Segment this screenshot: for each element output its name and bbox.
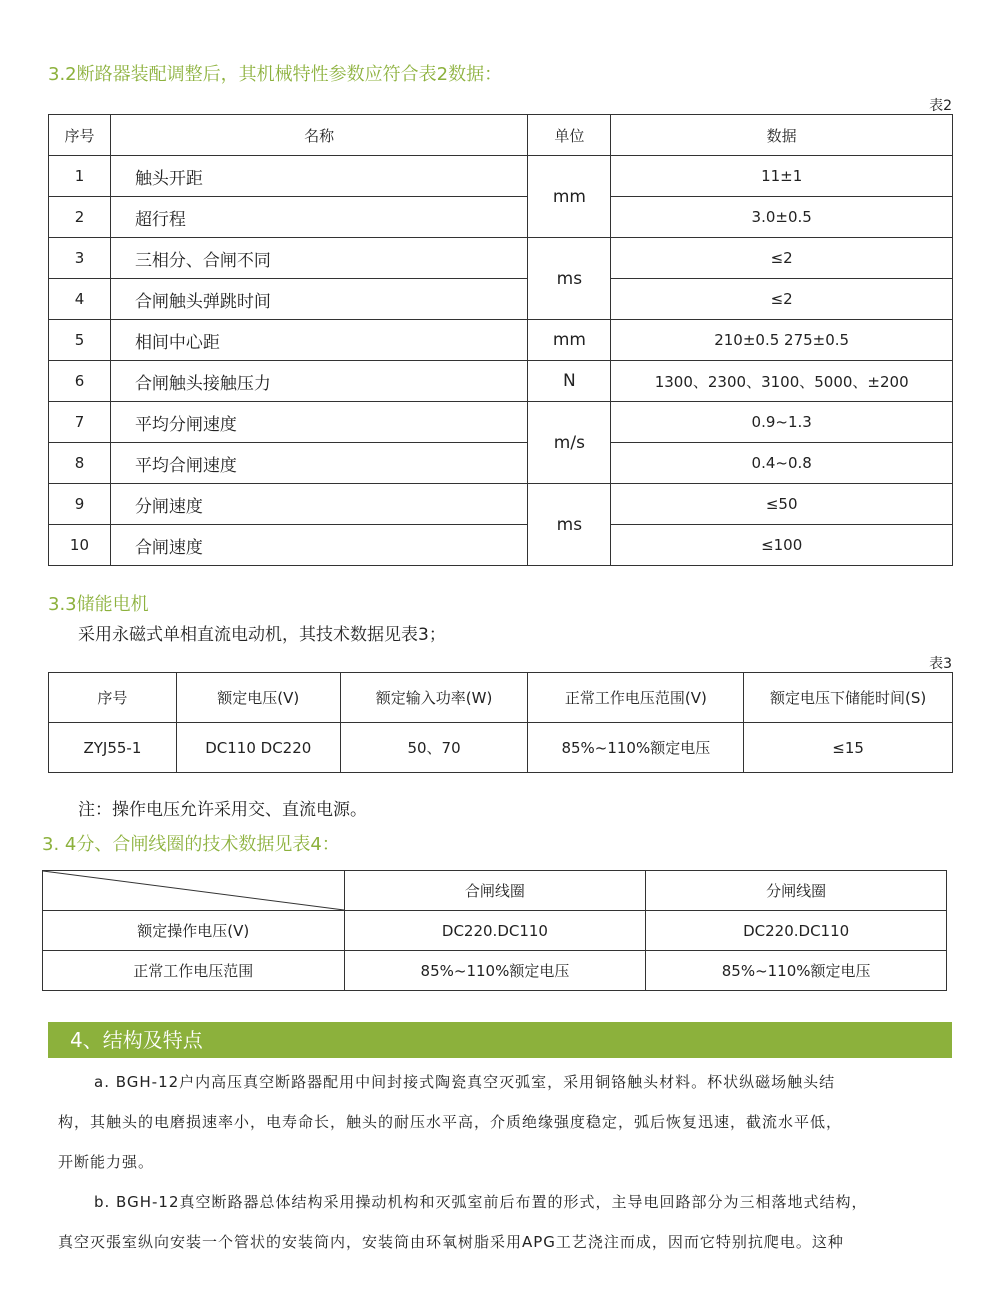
table-row	[49, 723, 953, 773]
unit-cell: ms	[528, 484, 611, 566]
row-number: 9	[49, 484, 111, 525]
table4-row-label: 正常工作电压范围	[43, 951, 345, 991]
paragraph-line: 真空灭張室纵向安装一个管状的安装筒内，安装筒由环氧树脂采用APG工艺浇注而成，因而它特别抗爬电。这种	[58, 1233, 844, 1251]
table-row	[43, 951, 947, 991]
table3-header-cell: 额定电压下储能时间(S)	[744, 673, 953, 723]
value-cell: 11±1	[611, 156, 953, 197]
param-name: 相间中心距	[110, 320, 527, 361]
row-number: 5	[49, 320, 111, 361]
table-4-wrap	[42, 870, 947, 990]
section-3-4-heading: 3. 4分、合闸线圈的技术数据见表4：	[42, 834, 340, 855]
row-number: 4	[49, 279, 111, 320]
value-cell: ≤2	[611, 238, 953, 279]
unit-cell: m/s	[528, 402, 611, 484]
table4-cell: DC220.DC110	[646, 911, 947, 951]
table-3	[48, 672, 953, 773]
value-cell: 1300、2300、3100、5000、±200	[611, 361, 953, 402]
table4-header-cell: 合闸线圈	[344, 871, 646, 911]
table4-diagonal-line	[42, 870, 345, 911]
table-row	[49, 525, 953, 566]
unit-cell: mm	[528, 156, 611, 238]
table4-row-label: 额定操作电压(V)	[43, 911, 345, 951]
row-number: 7	[49, 402, 111, 443]
paragraph-line: b. BGH-12真空断路器总体结构采用操动机构和灭弧室前后布置的形式，主导电回路部分为三相落地式结构，	[94, 1193, 868, 1211]
table3-label: 表3	[929, 656, 952, 672]
table-row	[49, 443, 953, 484]
value-cell: ≤100	[611, 525, 953, 566]
value-cell: 0.4~0.8	[611, 443, 953, 484]
param-name: 合闸触头接触压力	[110, 361, 527, 402]
paragraph-line: 开断能力强。	[58, 1153, 155, 1171]
table-row	[49, 197, 953, 238]
param-name: 平均分闸速度	[110, 402, 527, 443]
row-number: 2	[49, 197, 111, 238]
param-name: 平均合闸速度	[110, 443, 527, 484]
table3-cell: DC110 DC220	[176, 723, 340, 773]
table-row	[49, 238, 953, 279]
table2-header-cell: 数据	[611, 115, 953, 156]
value-cell: 0.9~1.3	[611, 402, 953, 443]
table2-header-row	[49, 115, 953, 156]
table2-header-cell: 单位	[528, 115, 611, 156]
table2-header-cell: 名称	[110, 115, 527, 156]
table-row	[49, 361, 953, 402]
unit-cell: mm	[528, 320, 611, 361]
unit-cell: N	[528, 361, 611, 402]
table-row	[49, 156, 953, 197]
table4-cell: 85%~110%额定电压	[646, 951, 947, 991]
value-cell: ≤50	[611, 484, 953, 525]
table2-header-cell: 序号	[49, 115, 111, 156]
table-row	[49, 402, 953, 443]
row-number: 8	[49, 443, 111, 484]
row-number: 1	[49, 156, 111, 197]
section-4-heading: 4、结构及特点	[70, 1028, 203, 1052]
section-3-3-text: 采用永磁式单相直流电动机，其技术数据见表3；	[78, 625, 446, 645]
table-row	[43, 911, 947, 951]
table-row	[49, 484, 953, 525]
param-name: 三相分、合闸不同	[110, 238, 527, 279]
table2-label: 表2	[929, 98, 952, 114]
table3-cell: ≤15	[744, 723, 953, 773]
table-row	[49, 279, 953, 320]
paragraph-line: 构，其触头的电磨损速率小，电寿命长，触头的耐压水平高，介质绝缘强度稳定，弧后恢复迅速，截流水平低，	[58, 1113, 843, 1131]
table3-cell: ZYJ55-1	[49, 723, 177, 773]
section-3-3-heading: 3.3储能电机	[48, 594, 149, 615]
section-3-2-heading: 3.2断路器装配调整后，其机械特性参数应符合表2数据：	[48, 64, 503, 85]
param-name: 合闸触头弹跳时间	[110, 279, 527, 320]
table-row	[49, 320, 953, 361]
table3-header-cell: 正常工作电压范围(V)	[528, 673, 744, 723]
table3-header-cell: 额定电压(V)	[176, 673, 340, 723]
note-text: 注：操作电压允许采用交、直流电源。	[78, 800, 367, 820]
row-number: 6	[49, 361, 111, 402]
unit-cell: ms	[528, 238, 611, 320]
paragraph-a	[58, 1062, 948, 1262]
paragraph-line: a. BGH-12户内高压真空断路器配用中间封接式陶瓷真空灭弧室，采用铜铬触头材料。杯状纵磁场触头结	[94, 1073, 836, 1091]
table3-cell: 85%~110%额定电压	[528, 723, 744, 773]
value-cell: ≤2	[611, 279, 953, 320]
table3-header-row	[49, 673, 953, 723]
param-name: 超行程	[110, 197, 527, 238]
row-number: 3	[49, 238, 111, 279]
table4-header-cell: 分闸线圈	[646, 871, 947, 911]
value-cell: 210±0.5 275±0.5	[611, 320, 953, 361]
table-2	[48, 114, 953, 566]
section-4-banner	[48, 1022, 952, 1058]
param-name: 触头开距	[110, 156, 527, 197]
param-name: 合闸速度	[110, 525, 527, 566]
table3-header-cell: 额定输入功率(W)	[340, 673, 528, 723]
table4-cell: DC220.DC110	[344, 911, 646, 951]
table3-header-cell: 序号	[49, 673, 177, 723]
table3-cell: 50、70	[340, 723, 528, 773]
value-cell: 3.0±0.5	[611, 197, 953, 238]
table4-cell: 85%~110%额定电压	[344, 951, 646, 991]
param-name: 分闸速度	[110, 484, 527, 525]
row-number: 10	[49, 525, 111, 566]
